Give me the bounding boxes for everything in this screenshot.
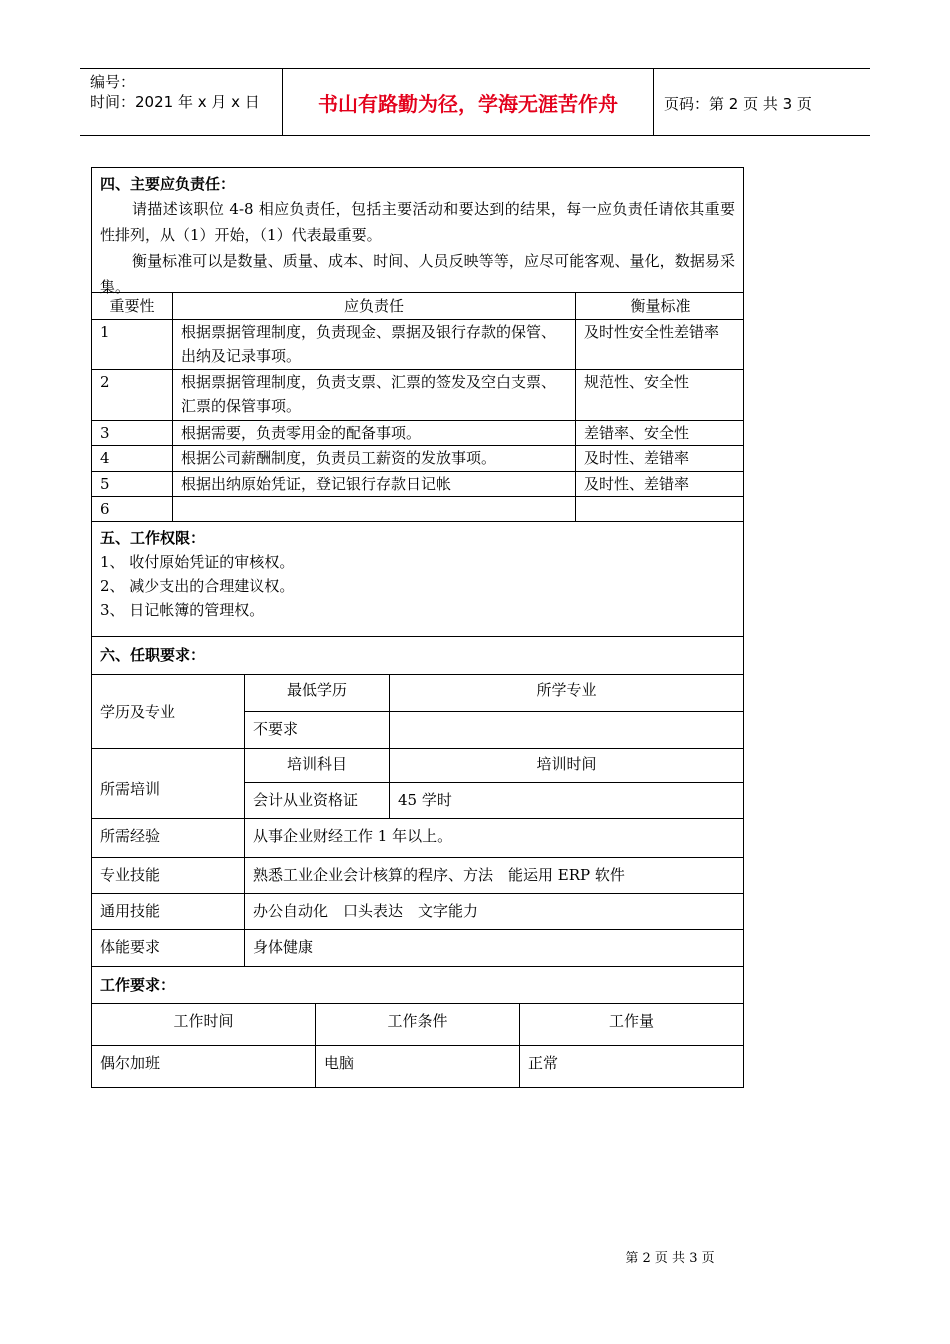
physical-label: 体能要求 [92, 930, 245, 966]
physical-value: 身体健康 [253, 938, 314, 956]
professional-skill-value: 熟悉工业企业会计核算的程序、方法 能运用 ERP 软件 [253, 866, 625, 884]
general-skill-row [92, 894, 743, 930]
work-v3: 正常 [528, 1054, 559, 1072]
work-v1: 偶尔加班 [92, 1046, 316, 1087]
education-grid [245, 675, 743, 748]
education-h1: 最低学历 [245, 675, 390, 711]
work-v2: 电脑 [316, 1046, 520, 1087]
col-standard: 衡量标准 [630, 297, 691, 315]
row-duty: 根据出纳原始凭证，登记银行存款日记帐 [173, 472, 576, 496]
list-item: 2、 减少支出的合理建议权。 [100, 577, 295, 595]
table-row [92, 472, 743, 497]
work-h3: 工作量 [608, 1012, 654, 1030]
education-value-row [245, 712, 743, 748]
list-item: 3、 日记帐簿的管理权。 [100, 601, 265, 619]
training-grid [245, 749, 743, 818]
job-description-form [91, 167, 744, 1088]
motto: 书山有路勤为径，学海无涯苦作舟 [283, 69, 654, 135]
number-label: 编号： [90, 73, 136, 91]
row-duty: 根据公司薪酬制度，负责员工薪资的发放事项。 [173, 446, 576, 471]
experience-label: 所需经验 [92, 819, 245, 857]
table-row [92, 320, 743, 370]
education-v2 [390, 712, 743, 748]
row-standard: 差错率、安全性 [584, 424, 690, 442]
training-value-row [245, 783, 743, 818]
row-duty: 根据需要，负责零用金的配备事项。 [173, 421, 576, 445]
experience-value: 从事企业财经工作 1 年以上。 [253, 827, 453, 845]
col-importance: 重要性 [92, 293, 173, 319]
physical-row [92, 930, 743, 967]
section-6-title-row [92, 637, 743, 675]
header-left [80, 69, 283, 135]
date-label: 时间：2021 年 x 月 x 日 [90, 93, 260, 111]
general-skill-value: 办公自动化 口头表达 文字能力 [253, 902, 479, 920]
education-row [92, 675, 743, 749]
page-footer: 第 2 页 共 3 页 [625, 1251, 715, 1266]
training-label: 所需培训 [92, 749, 245, 818]
list-item: 1、 收付原始凭证的审核权。 [100, 553, 295, 571]
table-row [92, 446, 743, 472]
work-h2: 工作条件 [316, 1004, 520, 1045]
education-v1: 不要求 [245, 712, 390, 748]
row-standard [576, 497, 745, 521]
work-header-row [92, 1004, 743, 1046]
row-no: 1 [92, 320, 173, 369]
row-no: 3 [92, 421, 173, 445]
education-header-row [245, 675, 743, 712]
training-header-row [245, 749, 743, 783]
row-no: 2 [92, 370, 173, 420]
training-row [92, 749, 743, 819]
row-no: 5 [92, 472, 173, 496]
row-standard: 及时性安全性差错率 [584, 323, 720, 341]
section-4-para-2: 衡量标准可以是数量、质量、成本、时间、人员反映等等，应尽可能客观、量化，数据易采集。 [100, 252, 735, 296]
row-standard: 及时性、差错率 [584, 449, 690, 467]
section-4-intro [92, 168, 743, 296]
training-h1: 培训科目 [245, 749, 390, 782]
duty-table-header [92, 293, 743, 320]
work-title-row [92, 967, 743, 1004]
education-h2: 所学专业 [536, 681, 597, 699]
row-standard: 规范性、安全性 [584, 373, 690, 391]
row-duty [173, 497, 576, 521]
row-standard: 及时性、差错率 [584, 475, 690, 493]
table-row [92, 421, 743, 446]
page-code: 页码：第 2 页 共 3 页 [664, 95, 812, 113]
general-skill-label: 通用技能 [92, 894, 245, 929]
row-no: 4 [92, 446, 173, 471]
table-row [92, 497, 743, 522]
row-duty: 根据票据管理制度，负责支票、汇票的签发及空白支票、汇票的保管事项。 [173, 370, 576, 420]
col-duty: 应负责任 [173, 293, 576, 319]
table-row [92, 370, 743, 421]
experience-row [92, 819, 743, 858]
page-header [80, 68, 870, 136]
section-4-para-1: 请描述该职位 4-8 相应负责任，包括主要活动和要达到的结果，每一应负责任请依其重要性排列，从（1）开始，（1）代表最重要。 [100, 200, 735, 244]
professional-skill-label: 专业技能 [92, 858, 245, 893]
work-value-row [92, 1046, 743, 1087]
section-6-title: 六、任职要求： [100, 646, 206, 664]
training-h2: 培训时间 [536, 755, 597, 773]
professional-skill-row [92, 858, 743, 894]
education-label: 学历及专业 [92, 675, 245, 748]
work-title: 工作要求： [100, 976, 176, 994]
section-5-title: 五、工作权限： [100, 529, 206, 547]
section-4-title: 四、主要应负责任： [100, 175, 236, 193]
training-v1: 会计从业资格证 [245, 783, 390, 818]
training-v2: 45 学时 [398, 791, 452, 809]
row-duty: 根据票据管理制度，负责现金、票据及银行存款的保管、出纳及记录事项。 [173, 320, 576, 369]
row-no: 6 [92, 497, 173, 521]
section-5 [92, 522, 743, 637]
work-h1: 工作时间 [92, 1004, 316, 1045]
